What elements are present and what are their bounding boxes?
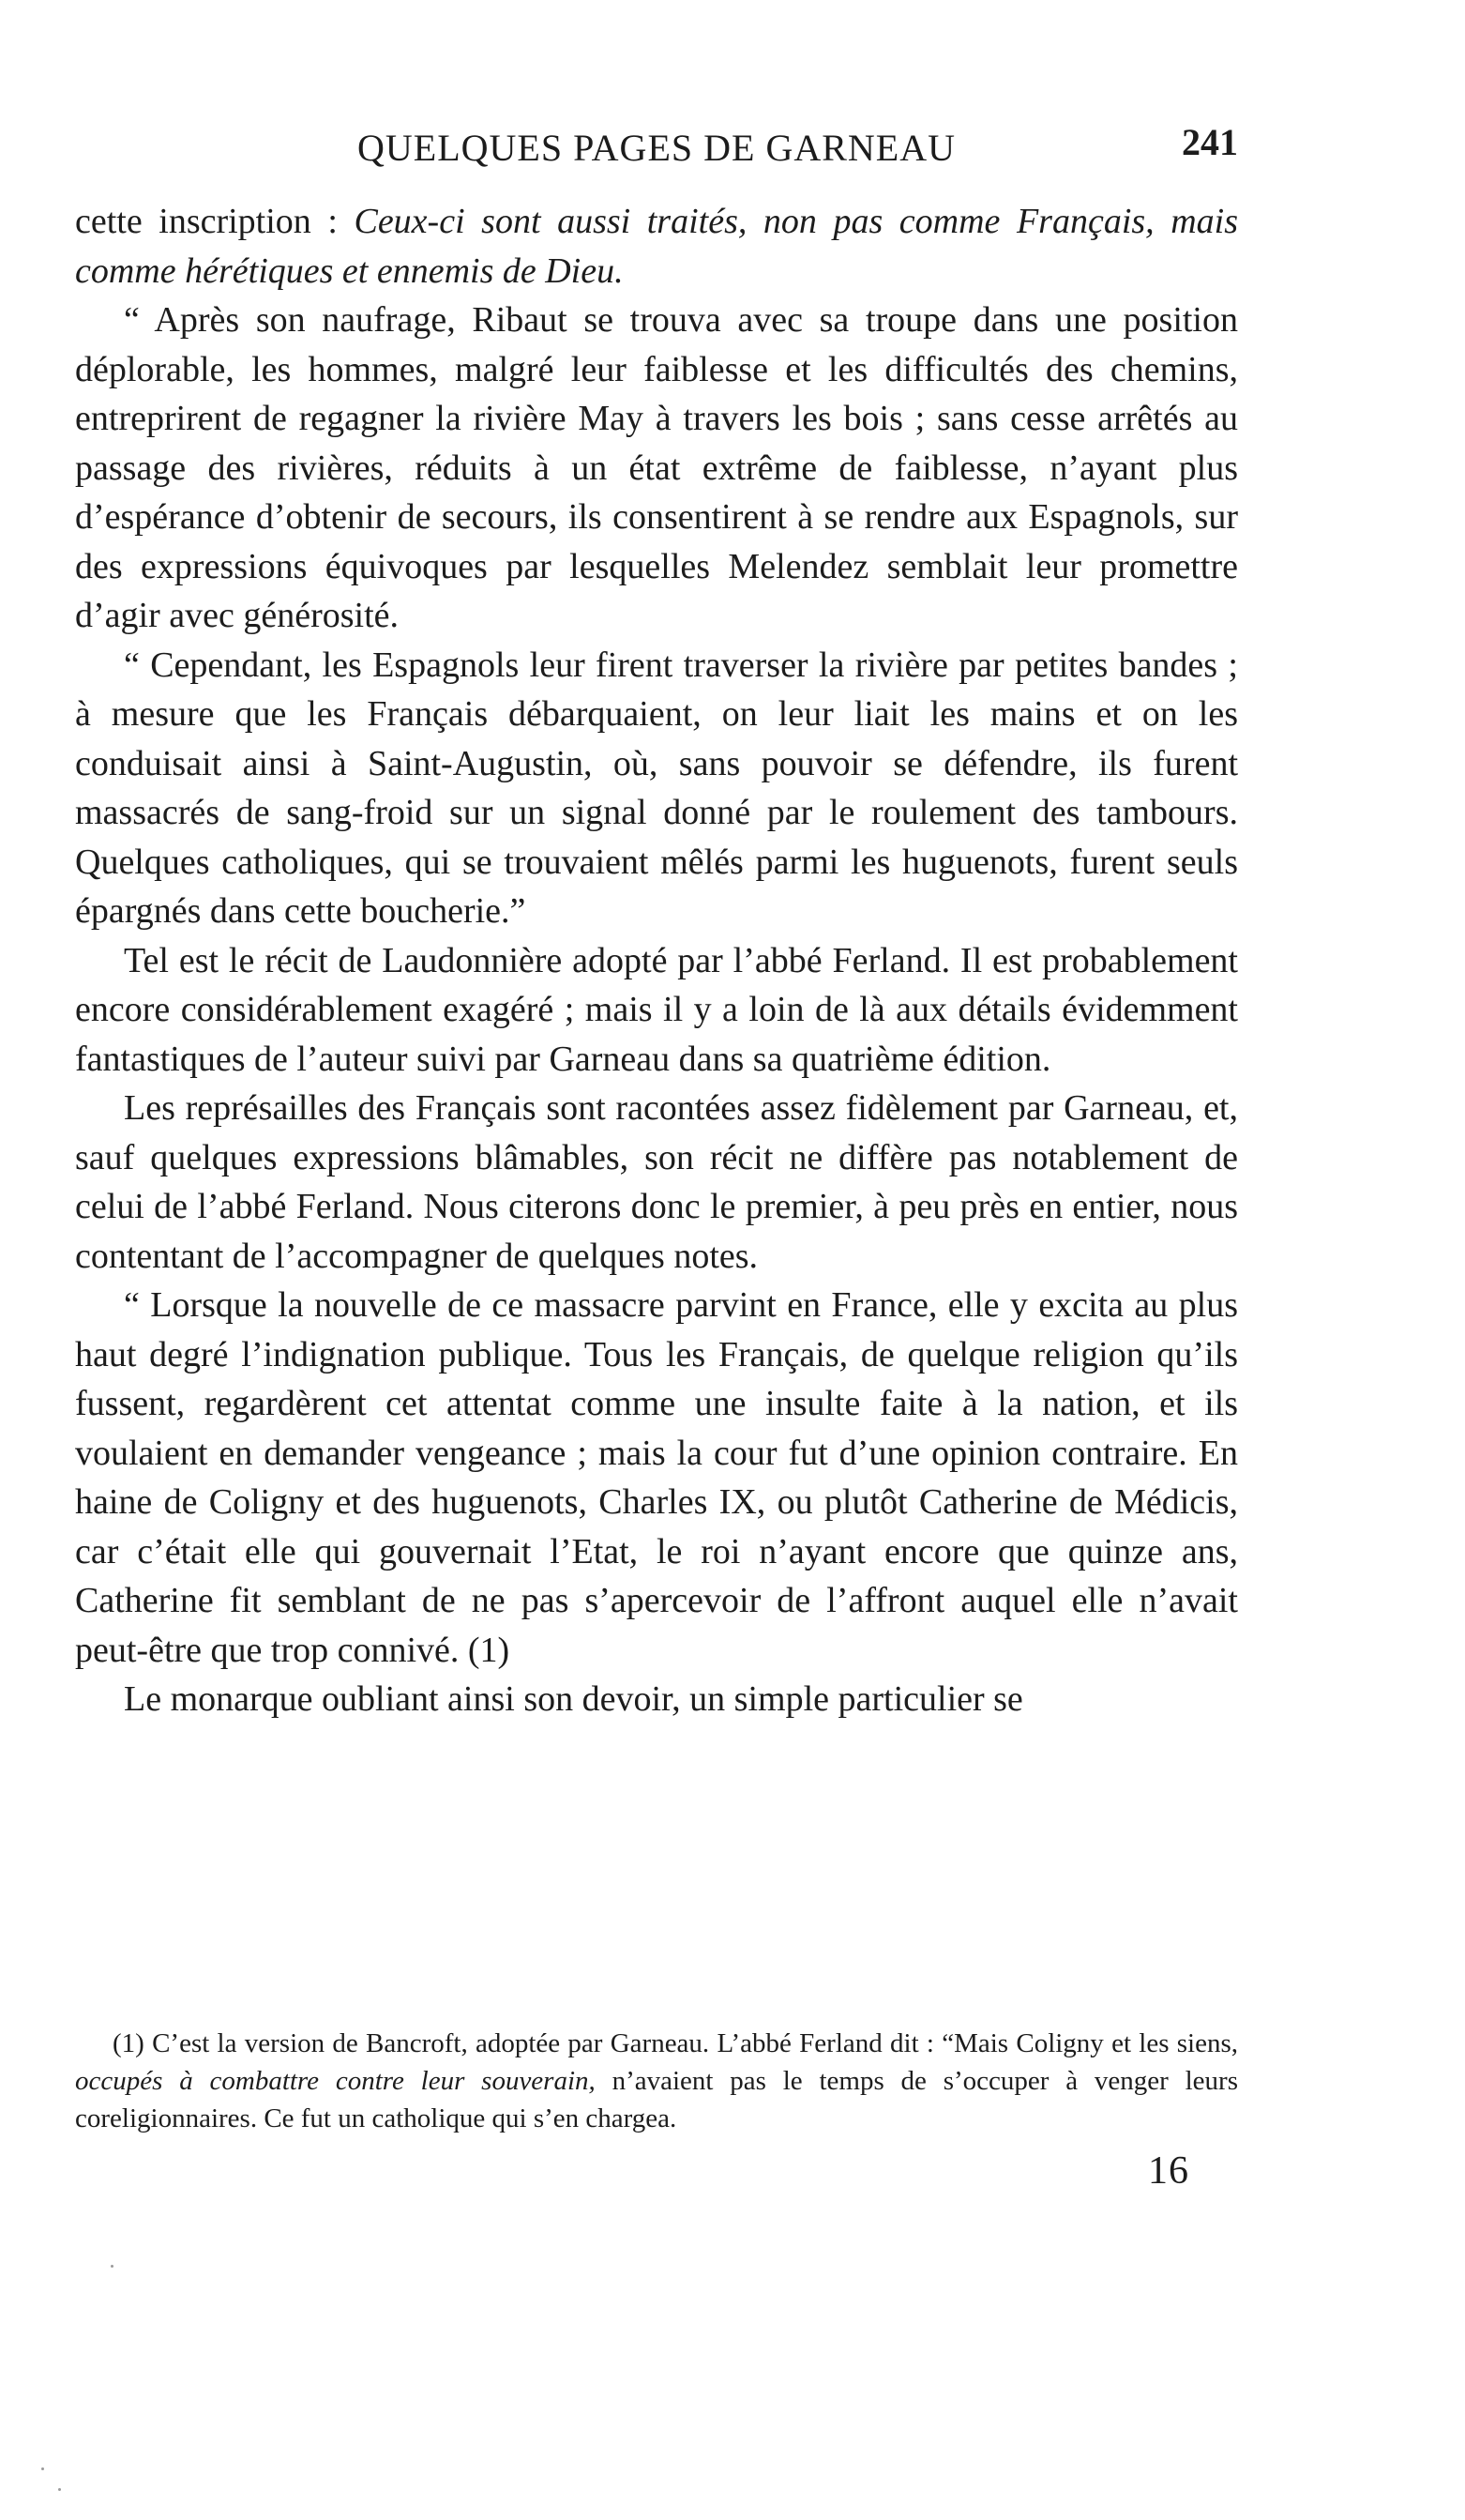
paragraph-5: Les représailles des Français sont racontées assez fidèlement par Garneau, et, sauf quelques expressions blâmables, son récit ne diffère pas notablement de celui de l’abbé Ferland. Nous citerons donc le premier, à peu près en entier, nous contentant de l’accompagner de quelques notes. [75, 1088, 1238, 1276]
footnote-text [75, 2025, 1238, 2137]
footnote-text-after: n’avaient pas le temps de s’occuper à venger leurs coreligionnaires. Ce fut un catholique qui s’en chargea. [75, 2066, 1238, 2133]
paragraph-7: Le monarque oubliant ainsi son devoir, un simple particulier se [124, 1679, 1023, 1719]
paper-speck [111, 2265, 113, 2268]
running-title: QUELQUES PAGES DE GARNEAU [357, 127, 956, 169]
paragraph-1 [75, 197, 1238, 296]
signature-mark: 16 [1148, 2149, 1189, 2193]
paper-speck [58, 2488, 61, 2491]
paragraph-3: “ Cependant, les Espagnols leur firent traverser la rivière par petites bandes ; à mesure que les Français débarquaient, on leur liait les mains et on les conduisait ainsi à Saint-Augustin, où, sans pouvoir se défendre, ils furent massacrés de sang-froid sur un signal donné par le roulement des tambours. Quelques catholiques, qui se trouvaient mêlés parmi les huguenots, furent seuls épargnés dans cette boucherie.” [75, 645, 1238, 931]
footnote-italic: occupés à combattre contre leur souverain, [75, 2066, 596, 2096]
paragraph-6: “ Lorsque la nouvelle de ce massacre parvint en France, elle y excita au plus haut degré l’indignation publique. Tous les Français, de quelque religion qu’ils fussent, regardèrent cet attentat comme une insulte faite à la nation, et ils voulaient en demander vengeance ; mais la cour fut d’une opinion contraire. En haine de Coligny et des huguenots, Charles IX, ou plutôt Catherine de Médicis, car c’était elle qui gouvernait l’Etat, le roi n’ayant encore que quinze ans, Catherine fit semblant de ne pas s’apercevoir de l’affront auquel elle n’avait peut-être que trop connivé. (1) [75, 1285, 1238, 1670]
footnote-text-before: (1) C’est la version de Bancroft, adoptée par Garneau. L’abbé Ferland dit : “Mais Coligny et les siens, [113, 2028, 1238, 2058]
paragraph-1-text: cette inscription : [75, 202, 355, 241]
body-text [75, 197, 1238, 1724]
paragraph-4: Tel est le récit de Laudonnière adopté par l’abbé Ferland. Il est probablement encore considérablement exagéré ; mais il y a loin de là aux détails évidemment fantastiques de l’auteur suivi par Garneau dans sa quatrième édition. [75, 940, 1238, 1079]
running-head [75, 120, 1238, 176]
paper-speck [41, 2467, 44, 2470]
page-number: 241 [1182, 121, 1238, 163]
footnote [75, 2025, 1238, 2137]
paragraph-1-quote: Ceux-ci sont aussi traités, non pas comme Français, mais comme hérétiques et ennemis de Dieu. [75, 202, 1239, 291]
paragraph-2: “ Après son naufrage, Ribaut se trouva avec sa troupe dans une position déplorable, les hommes, malgré leur faiblesse et les difficultés des chemins, entreprirent de regagner la rivière May à travers les bois ; sans cesse arrêtés au passage des rivières, réduits à un état extrême de faiblesse, n’ayant plus d’espérance d’obtenir de secours, ils consentirent à se rendre aux Espagnols, sur des expressions équivoques par lesquelles Melendez semblait leur promettre d’agir avec générosité. [75, 300, 1238, 635]
